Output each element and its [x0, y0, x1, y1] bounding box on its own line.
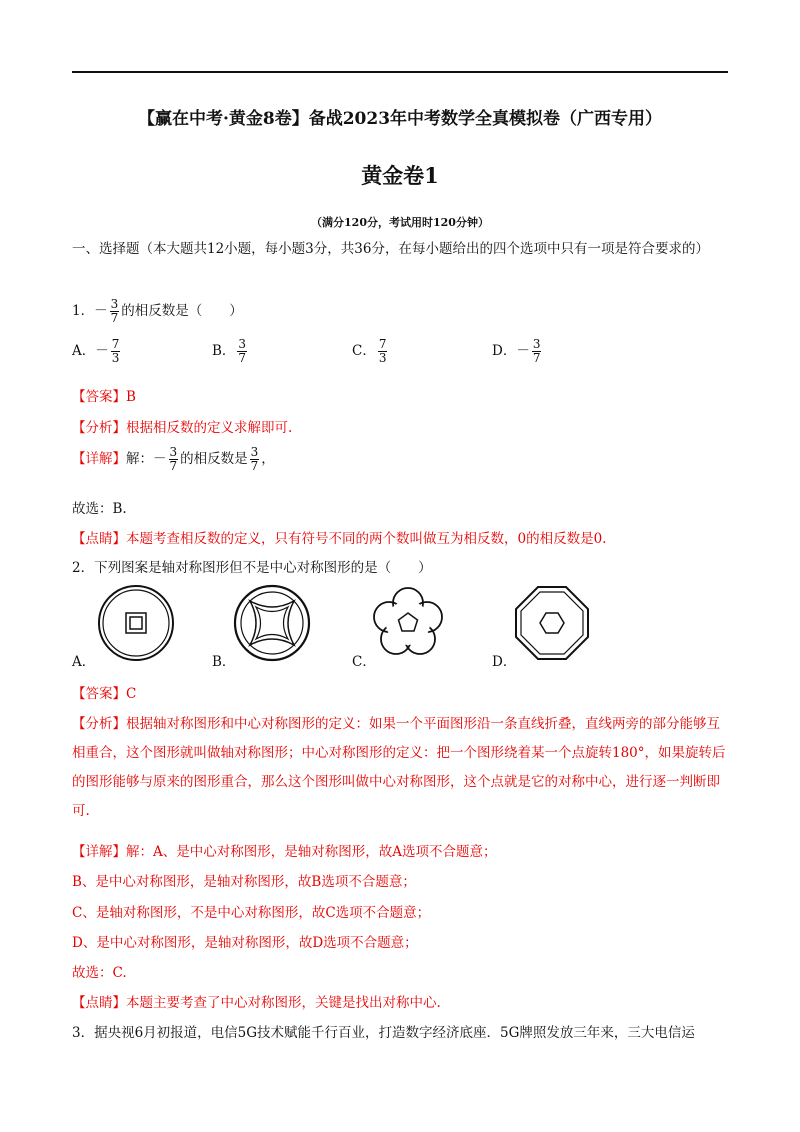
figure-c-flower-icon	[368, 583, 448, 663]
q2-analysis: 【分析】根据轴对称图形和中心对称图形的定义：如果一个平面图形沿一条直线折叠，直线两旁的部分能够互相重合，这个图形就叫做轴对称图形；中心对称图形的定义：把一个图形绕着某一个点旋转180°，如果旋转后的图形能够与原来的图形重合，那么这个图形叫做中心对称图形，这个点就是它的对称中心，进行逐一判断即可.	[72, 716, 726, 819]
top-rule	[72, 71, 728, 73]
q1-analysis: 【分析】根据相反数的定义求解即可.	[72, 420, 293, 436]
option-b: B． $\frac{3}{7}$	[212, 337, 247, 365]
paper-subtitle: 黄金卷1	[361, 163, 439, 188]
option-label-d: D．	[492, 654, 517, 670]
option-a: A．－ $\frac{7}{3}$	[72, 337, 120, 365]
question-3-stem: 3．据央视6月初报道，电信5G技术赋能千行百业，打造数字经济底座．5G牌照发放三年来，三大电信运	[72, 1025, 695, 1041]
q2-answer: 【答案】C	[72, 686, 137, 702]
q1-comment: 【点睛】本题考查相反数的定义，只有符号不同的两个数叫做互为相反数，0的相反数是0.	[72, 531, 607, 547]
figure-b-coin-icon	[232, 583, 312, 663]
question-number: 1．	[72, 303, 95, 319]
question-text: 的相反数是（ ）	[121, 303, 243, 319]
option-label-c: C．	[352, 654, 376, 670]
figure-d-octagon-icon	[512, 583, 592, 663]
figure-a-coin-icon	[96, 583, 176, 663]
q2-comment: 【点睛】本题主要考查了中心对称图形，关键是找出对称中心.	[72, 995, 441, 1011]
q2-choose: 故选：C.	[72, 965, 127, 981]
q1-choose: 故选：B.	[72, 501, 127, 517]
option-c: C． $\frac{7}{3}$	[352, 337, 387, 365]
section-heading: 一、选择题（本大题共12小题，每小题3分，共36分，在每小题给出的四个选项中只有一项是符合要求的）	[72, 241, 709, 257]
q1-answer: 【答案】B	[72, 389, 136, 405]
question-2-stem: 2．下列图案是轴对称图形但不是中心对称图形的是（ ）	[72, 560, 432, 576]
fraction: $\frac{3}{7}$	[110, 297, 119, 325]
option-label-a: A．	[72, 654, 96, 670]
minus-sign: －	[94, 303, 108, 319]
q2-detail-line-4: D、是中心对称图形，是轴对称图形，故D选项不合题意；	[72, 935, 418, 951]
q1-detail: 【详解】解：－ $\frac{3}{7}$ 的相反数是 $\frac{3}{7}$ ，	[72, 445, 275, 473]
q2-detail-line-2: B、是中心对称图形，是轴对称图形，故B选项不合题意；	[72, 874, 416, 890]
option-label-b: B．	[212, 654, 236, 670]
q2-detail-line-1: 【详解】解：A、是中心对称图形，是轴对称图形，故A选项不合题意；	[72, 844, 497, 860]
document-title: 【赢在中考·黄金8卷】备战2023年中考数学全真模拟卷（广西专用）	[137, 109, 663, 129]
exam-note: （满分120分，考试用时120分钟）	[311, 216, 489, 229]
q2-detail-line-3: C、是轴对称图形，不是中心对称图形，故C选项不合题意；	[72, 905, 431, 921]
option-d: D．－ $\frac{3}{7}$	[492, 337, 541, 365]
question-1-stem	[72, 298, 243, 325]
